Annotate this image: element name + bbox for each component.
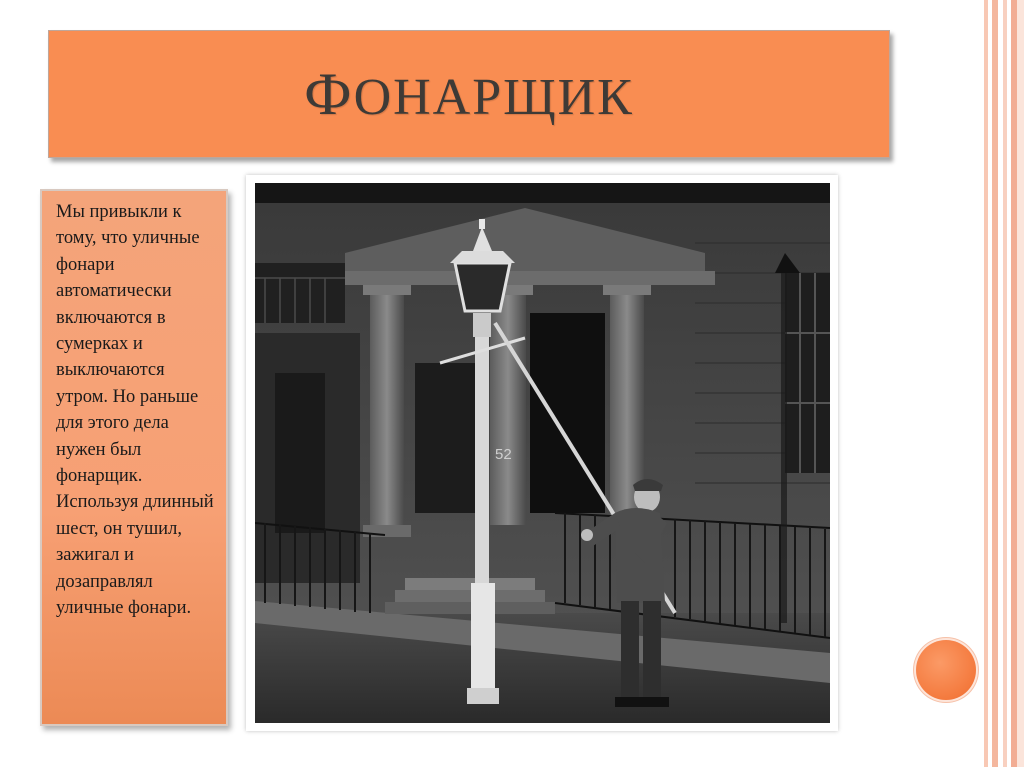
title-first-letter: Ф [304, 60, 354, 127]
decorative-stripes [978, 0, 1024, 767]
lamplighter-photo [255, 183, 830, 723]
photo-illustration [255, 183, 830, 723]
house-number: 52 [495, 446, 512, 463]
title-banner [48, 30, 890, 158]
slide-title [304, 60, 634, 129]
accent-circle [916, 640, 976, 700]
photo-frame [246, 175, 838, 731]
text-box [40, 189, 228, 726]
title-rest: ОНАРЩИК [353, 68, 634, 126]
body-text: Мы привыкли к тому, что уличные фонари автоматически включаются в сумерках и выключаются утром. Но раньше для этого дела нужен был фонарщик. Используя длинный шест, он тушил, зажигал и дозаправлял уличные фонари. [56, 202, 214, 619]
